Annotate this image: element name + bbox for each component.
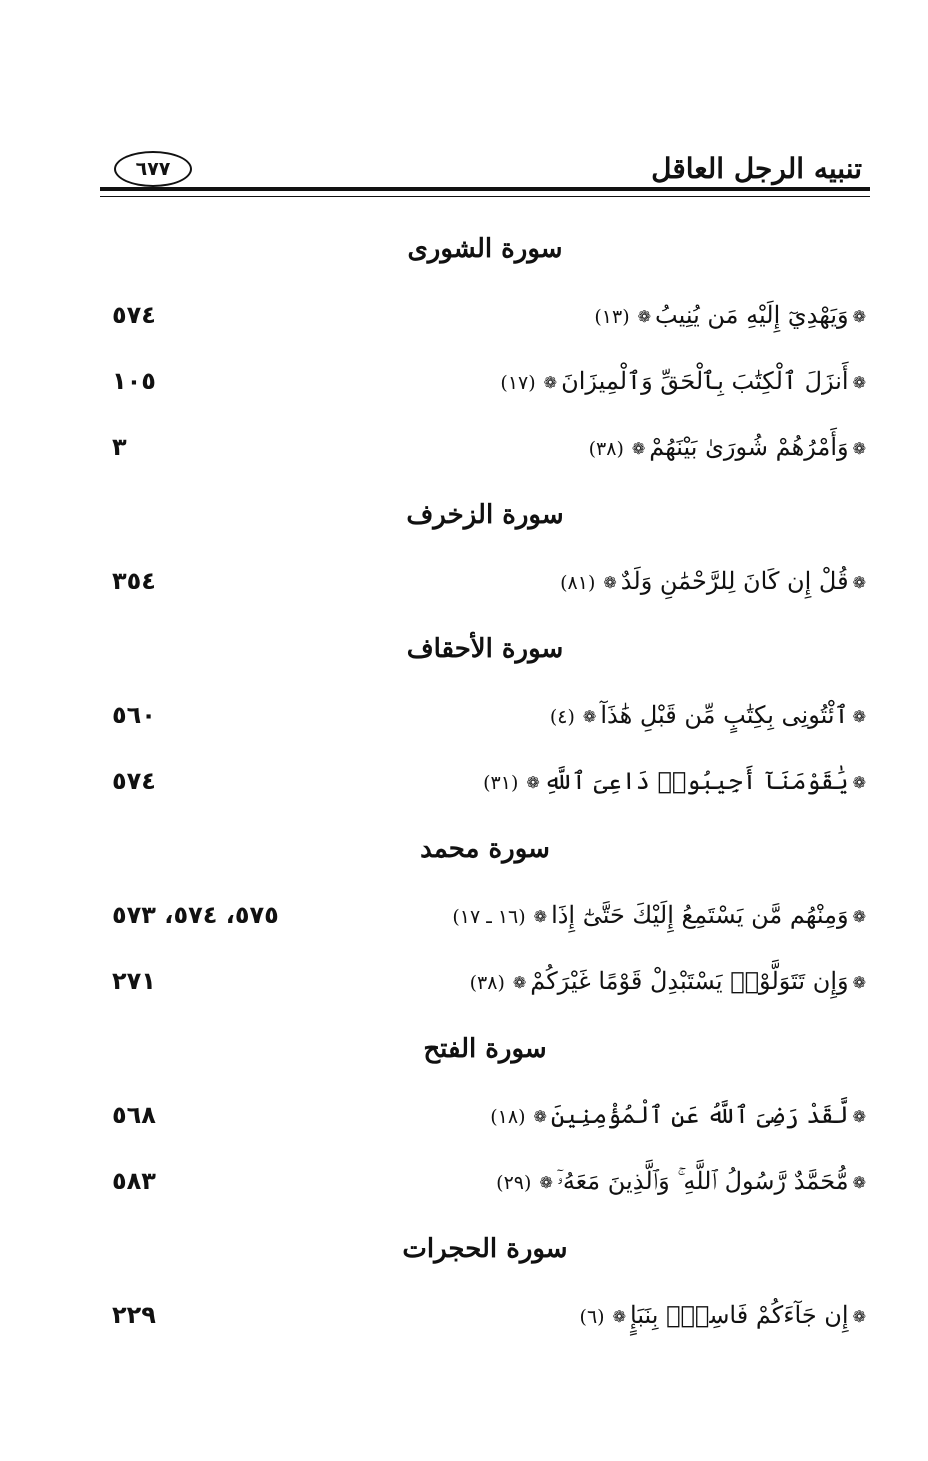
verse-number: (٣٨) xyxy=(588,438,624,460)
verse-text-line xyxy=(490,1101,870,1129)
page-reference: ١٠٥ xyxy=(112,367,156,395)
verse-text: لَّقَدْ رَضِىَ ٱللَّهُ عَنِ ٱلْمُؤْمِنِينَ xyxy=(550,1101,849,1129)
surah-heading: سورة الشورى xyxy=(407,234,563,264)
verse-number: (١٨) xyxy=(490,1106,526,1128)
ornament-close-icon: ❁ xyxy=(612,1307,626,1326)
surah-heading: سورة الأحقاف xyxy=(406,634,564,664)
index-entry xyxy=(100,1149,870,1215)
verse-number: (١٣) xyxy=(594,306,630,328)
ornament-open-icon: ❁ xyxy=(852,707,866,726)
index-entry xyxy=(100,749,870,815)
verse-text-line xyxy=(483,767,870,795)
verse-text-line xyxy=(500,367,870,395)
page-reference: ٣ xyxy=(112,433,127,461)
ornament-close-icon: ❁ xyxy=(512,973,527,992)
verse-number: (٣١) xyxy=(483,772,519,794)
ornament-open-icon: ❁ xyxy=(852,573,866,592)
ornament-close-icon: ❁ xyxy=(539,1173,553,1192)
ornament-close-icon: ❁ xyxy=(637,307,652,326)
ornament-open-icon: ❁ xyxy=(852,439,866,458)
verse-number: (٢٩) xyxy=(496,1172,532,1194)
ornament-open-icon: ❁ xyxy=(852,973,866,992)
index-entry xyxy=(100,683,870,749)
ornament-close-icon: ❁ xyxy=(533,1107,547,1126)
surah-heading: سورة الحجرات xyxy=(402,1234,568,1264)
verse-text: مُّحَمَّدٌ رَّسُولُ ٱللَّهِ ۚ وَٱلَّذِينَ مَعَهُۥٓ xyxy=(556,1167,849,1195)
verse-text-line xyxy=(470,967,870,995)
page-reference: ٥٦٠ xyxy=(112,701,156,729)
page-reference: ٥٧٤ xyxy=(112,767,156,795)
page-reference: ٥٨٣ xyxy=(112,1167,156,1195)
surah-heading: سورة الفتح xyxy=(423,1034,547,1064)
ornament-open-icon: ❁ xyxy=(852,1107,866,1126)
ornament-open-icon: ❁ xyxy=(852,373,866,392)
ornament-close-icon: ❁ xyxy=(533,907,548,926)
verse-number: (٦) xyxy=(579,1306,605,1328)
index-entry xyxy=(100,415,870,481)
ornament-open-icon: ❁ xyxy=(852,307,866,326)
verse-text-line xyxy=(580,1301,870,1329)
index-entry xyxy=(100,1083,870,1149)
header-rule-thin xyxy=(100,196,870,197)
index-entry xyxy=(100,1283,870,1349)
page-reference: ٢٧١ xyxy=(112,967,156,995)
page-reference: ٢٢٩ xyxy=(112,1301,156,1329)
index-entry xyxy=(100,949,870,1015)
ornament-open-icon: ❁ xyxy=(852,1173,866,1192)
verse-number: (٨١) xyxy=(560,572,596,594)
verse-text: قُلْ إِن كَانَ لِلرَّحْمَٰنِ وَلَدٌ xyxy=(620,567,849,595)
verse-number: (٤) xyxy=(549,706,575,728)
verse-text: ٱئْتُونِى بِكِتَٰبٍ مِّن قَبْلِ هَٰذَآ xyxy=(600,701,849,729)
page-header xyxy=(100,138,870,202)
ornament-open-icon: ❁ xyxy=(852,773,866,792)
verse-index xyxy=(100,215,870,1349)
verse-text: إِن جَآءَكُمْ فَاسِقٌۢ بِنَبَإٍ xyxy=(630,1301,849,1329)
verse-text: وَأَمْرُهُمْ شُورَىٰ بَيْنَهُمْ xyxy=(649,433,849,461)
verse-text-line xyxy=(452,901,870,929)
index-entry xyxy=(100,883,870,949)
header-rule-thick xyxy=(100,187,870,191)
verse-number: (١٧) xyxy=(500,372,536,394)
index-entry xyxy=(100,283,870,349)
book-title: تنبيه الرجل العاقل xyxy=(651,152,862,185)
verse-text-line xyxy=(560,567,870,595)
verse-text-line xyxy=(594,301,870,329)
verse-text-line xyxy=(589,433,870,461)
ornament-close-icon: ❁ xyxy=(582,707,597,726)
page-reference: ٥٧٤ xyxy=(112,301,156,329)
verse-text: وَيَهْدِيٓ إِلَيْهِ مَن يُنِيبُ xyxy=(655,301,849,329)
verse-text: وَإِن تَتَوَلَّوْا۟ يَسْتَبْدِلْ قَوْمًا غَيْرَكُمْ xyxy=(530,967,849,995)
ornament-close-icon: ❁ xyxy=(631,439,646,458)
ornament-close-icon: ❁ xyxy=(603,573,617,592)
verse-text-line xyxy=(496,1167,870,1195)
verse-text: وَمِنْهُم مَّن يَسْتَمِعُ إِلَيْكَ حَتَّىٰٓ إِذَا xyxy=(551,901,849,929)
verse-number: (١٦ ـ ١٧) xyxy=(452,906,526,928)
index-entry xyxy=(100,349,870,415)
verse-text: يَٰقَوْمَنَآ أَجِيبُوا۟ دَاعِىَ ٱللَّهِ xyxy=(543,767,849,795)
ornament-close-icon: ❁ xyxy=(543,373,558,392)
verse-text-line xyxy=(550,701,870,729)
verse-text: أَنزَلَ ٱلْكِتَٰبَ بِٱلْحَقِّ وَٱلْمِيزَانَ xyxy=(561,367,849,395)
ornament-open-icon: ❁ xyxy=(852,907,866,926)
page-reference: ٣٥٤ xyxy=(112,567,156,595)
index-entry xyxy=(100,549,870,615)
verse-number: (٣٨) xyxy=(469,972,505,994)
page-reference: ٥٦٨ xyxy=(112,1101,156,1129)
surah-heading: سورة محمد xyxy=(420,834,550,864)
ornament-close-icon: ❁ xyxy=(526,773,540,792)
page-reference: ٥٧٥، ٥٧٤، ٥٧٣ xyxy=(112,901,279,929)
ornament-open-icon: ❁ xyxy=(852,1307,866,1326)
surah-heading: سورة الزخرف xyxy=(406,500,564,530)
page-number: ٦٧٧ xyxy=(114,151,192,187)
